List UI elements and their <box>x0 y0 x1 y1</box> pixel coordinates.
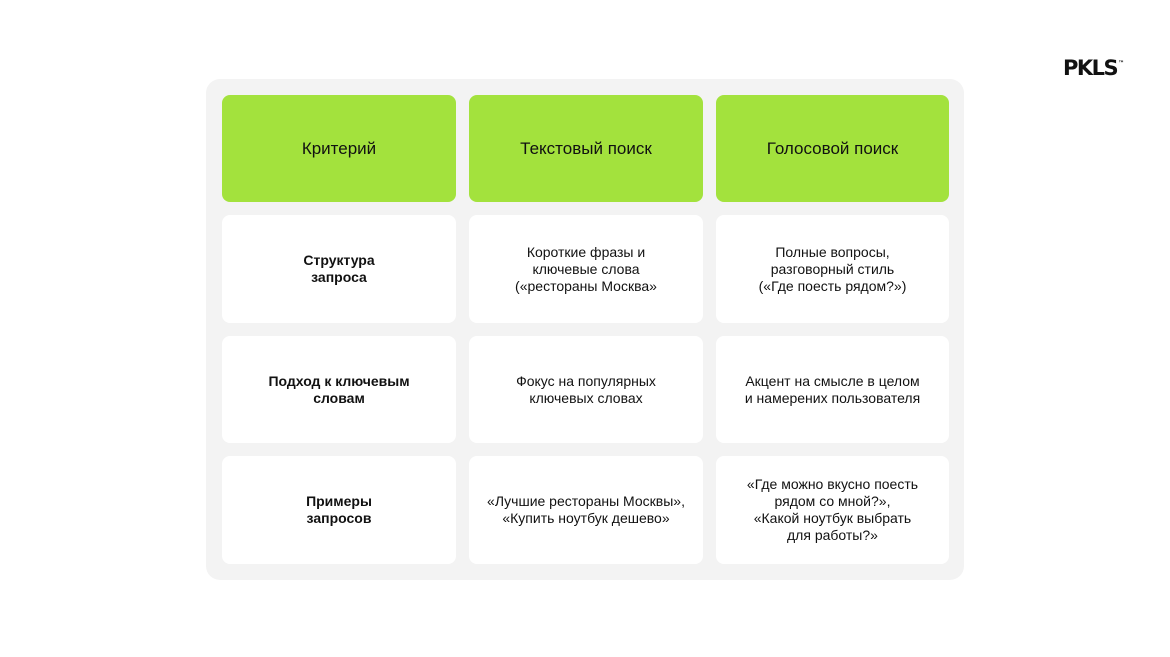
text-search-value: Короткие фразы и ключевые слова («рестораны Москва» <box>515 243 657 294</box>
header-text-search <box>469 95 703 202</box>
row-examples-criterion <box>222 456 456 564</box>
row-structure-criterion <box>222 215 456 323</box>
row-examples-text-search <box>469 456 703 564</box>
comparison-table <box>206 79 964 580</box>
header-criterion <box>222 95 456 202</box>
header-voice-search <box>716 95 949 202</box>
row-examples-voice-search <box>716 456 949 564</box>
text-search-value: Фокус на популярных ключевых словах <box>516 372 656 406</box>
brand-logo <box>1063 58 1123 79</box>
trademark-mark: ™ <box>1118 60 1125 67</box>
criterion-label: Структура запроса <box>303 252 375 285</box>
text-search-value: «Лучшие рестораны Москвы», «Купить ноутбук дешево» <box>487 493 685 526</box>
header-criterion-label: Критерий <box>301 138 377 158</box>
row-structure-voice-search <box>716 215 949 323</box>
row-structure-text-search <box>469 215 703 323</box>
row-keywords-criterion <box>222 336 456 443</box>
brand-logo-text: PKLS <box>1063 56 1118 80</box>
voice-search-value: Полные вопросы, разговорный стиль («Где поесть рядом?») <box>758 243 907 294</box>
row-keywords-text-search <box>469 336 703 443</box>
voice-search-value: «Где можно вкусно поесть рядом со мной?», «Какой ноутбук выбрать для работы?» <box>746 476 919 543</box>
voice-search-value: Акцент на смысле в целом и намерених пользователя <box>744 372 921 406</box>
row-keywords-voice-search <box>716 336 949 443</box>
header-voice-search-label: Голосовой поиск <box>766 138 899 158</box>
header-text-search-label: Текстовый поиск <box>520 138 652 158</box>
criterion-label: Подход к ключевым словам <box>268 372 410 406</box>
criterion-label: Примеры запросов <box>306 493 372 526</box>
